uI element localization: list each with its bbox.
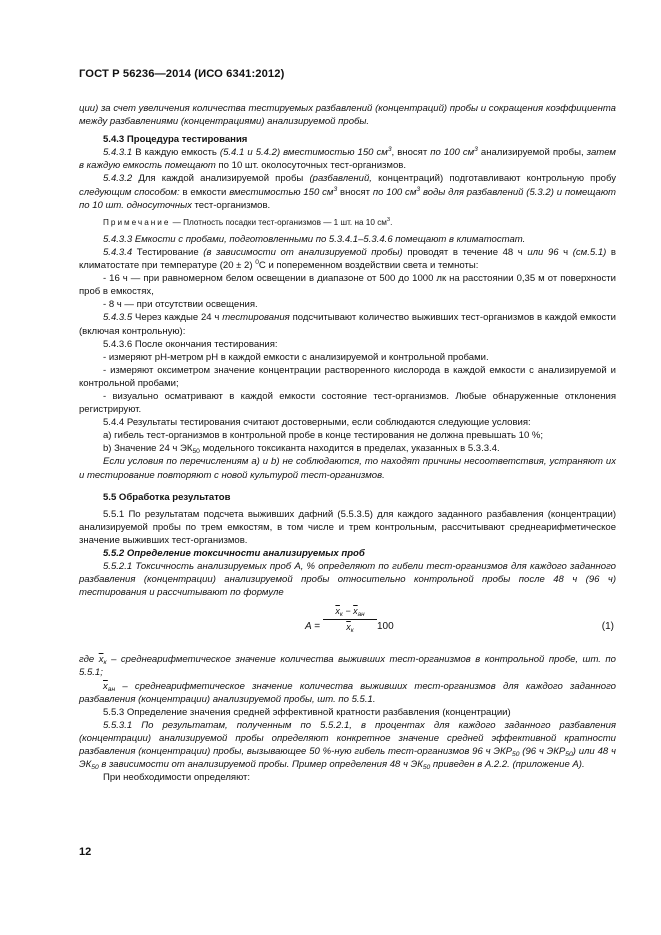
formula-lhs: A [305,621,312,633]
paragraph-5-4-4-conditions: Если условия по перечислениям а) и b) не соблюдаются, то находят причины несоответствия, устраняют их и тестирование повторяют с новой культурой тест-организмов. [79,456,616,481]
paragraph-5-4-3-5: 5.4.3.5 Через каждые 24 ч тестирования подсчитывают количество выживших тест-организмов в каждой емкости (включая контрольную): [79,312,616,337]
paragraph-5-5-3-1: 5.5.3.1 По результатам, полученным по 5.5.2.1, в процентах для каждого заданного разбавления (концентрации) анализируемой пробы определяют конкретное значение средней эффективной кратности разбавления (концентрации) пробы, вызывающее 50 %-ную гибель тест-организмов 96 ч $ЭКР_{50}$ (96 ч $ЭКР_{50}$) или 48 ч $ЭК_{50}$ в зависимости от анализируемой пробы. Пример определения 48 ч $ЭК_{50}$ приведен в А.2.2. (приложение А). [79,719,616,772]
list-item-ph: - измеряют pH-метром pH в каждой емкости с анализируемой и контрольной пробами. [103,351,489,363]
formula-number: (1) [601,621,614,633]
note-label: Примечание [103,217,171,227]
paragraph-continuation: ции) за счет увеличения количества тестируемых разбавлений (концентраций) пробы и сокращения коэффициента между разбавлениями (концентрациями) анализируемой пробы. [79,103,616,128]
page-number: 12 [79,846,92,858]
formula-numerator: $\overline{x}_к - \overline{x}_{ан}$ [323,605,377,620]
paragraph-5-4-4-a: а) гибель тест-организмов в контрольной пробе в конце тестирования не должна превышать 10 %; [103,430,544,442]
list-item-8h: - 8 ч — при отсутствии освещения. [103,299,258,311]
section-heading-5-4-3: 5.4.3 Процедура тестирования [103,134,248,146]
paragraph-5-4-4: 5.4.4 Результаты тестирования считают достоверными, если соблюдаются следующие условия: [103,417,531,429]
list-item-visual: - визуально осматривают в каждой емкости состояние тест-организмов. Любые обнаруженные отклонения регистрируют. [79,390,616,416]
formula-denominator: $\overline{x}_к$ [346,622,354,635]
section-heading-5-5-2: 5.5.2 Определение токсичности анализируемых проб [103,548,365,559]
formula-multiplier: 100 [377,621,394,633]
paragraph-5-4-3-4: 5.4.3.4 Тестирование (в зависимости от анализируемой пробы) проводят в течение 48 ч или 96 ч (см.5.1) в климатостате при температуре (20 ± 2) $^0$С и попеременном воздействии света и темноты: [79,246,617,272]
list-item-oxygen: - измеряют оксиметром значение концентрации растворенного кислорода в каждой емкости с анализируемой и контрольной пробами; [79,364,616,389]
formula-fraction [323,605,377,634]
formula-where-xan: $\overline{x}_{ан}$ – среднеарифметическое значение количества выживших тест-организмов для каждого заданного разбавления (концентрации) анализируемой пробы, шт. по 5.5.1. [79,680,616,705]
paragraph-5-4-3-3: 5.4.3.3 Емкости с пробами, подготовленными по 5.3.4.1–5.3.4.6 помещают в климатостат. [103,233,526,245]
paragraph-5-5-2-1: 5.5.2.1 Токсичность анализируемых проб А, % определяют по гибели тест-организмов для каждого заданного разбавления (концентрации) анализируемой пробы относительно контрольной пробы после 48 ч (96 ч) тестирования и рассчитывают по формуле [79,561,616,599]
paragraph-5-5-1: 5.5.1 По результатам подсчета выживших дафний (5.5.3.5) для каждого заданного разбавления (концентрации) анализируемой пробы по трем емкостям, в том числе и трем контрольным, рассчитывают среднеарифметическое значение выживших тест-организмов. [79,508,616,546]
note: Примечание — Плотность посадки тест-организмов — 1 шт. на 10 $см^3$. [103,216,393,227]
paragraph-5-4-3-1: 5.4.3.1 В каждую емкость (5.4.1 и 5.4.2) вместимостью 150 $см^3$, вносят по 100 $см^3$ анализируемой пробы, затем в каждую емкость помещают по 10 шт. околосуточных тест-организмов. [79,146,616,172]
paragraph-5-5-3: 5.5.3 Определение значения средней эффективной кратности разбавления (концентрации) [103,706,511,718]
paragraph-5-4-3-6: 5.4.3.6 После окончания тестирования: [103,338,278,350]
section-heading-5-5: 5.5 Обработка результатов [103,491,231,503]
paragraph-final: При необходимости определяют: [103,772,251,784]
formula-1: A = $\overline{x}_к - \overline{x}_{ан}$ $\overline{x}_к$ 100 (1) [305,606,614,635]
document-header: ГОСТ Р 56236—2014 (ИСО 6341:2012) [79,68,285,80]
paragraph-5-4-3-2: 5.4.3.2 Для каждой анализируемой пробы (разбавлений, концентраций) подготавливают контрольную пробу следующим способом: в емкости вместимостью 150 $см^3$ вносят по 100 $см^3$ воды для разбавлений (5.3.2) и помещают по 10 шт. односуточных тест-организмов. [79,173,616,211]
document-body [79,102,616,784]
list-item-16h: - 16 ч — при равномерном белом освещении в диапазоне от 500 до 1000 лк на расстоянии 0,35 м от поверхности проб в емкостях, [79,273,616,298]
formula-where-xk: где $\overline{x}_к$ – среднеарифметическое значение количества выживших тест-организмов в контрольной пробе, шт. по 5.5.1; [79,654,616,679]
paragraph-5-4-4-b: b) Значение 24 ч $ЭК_{50}$ модельного токсиканта находится в пределах, указанных в 5.3.3.4. [103,443,500,456]
